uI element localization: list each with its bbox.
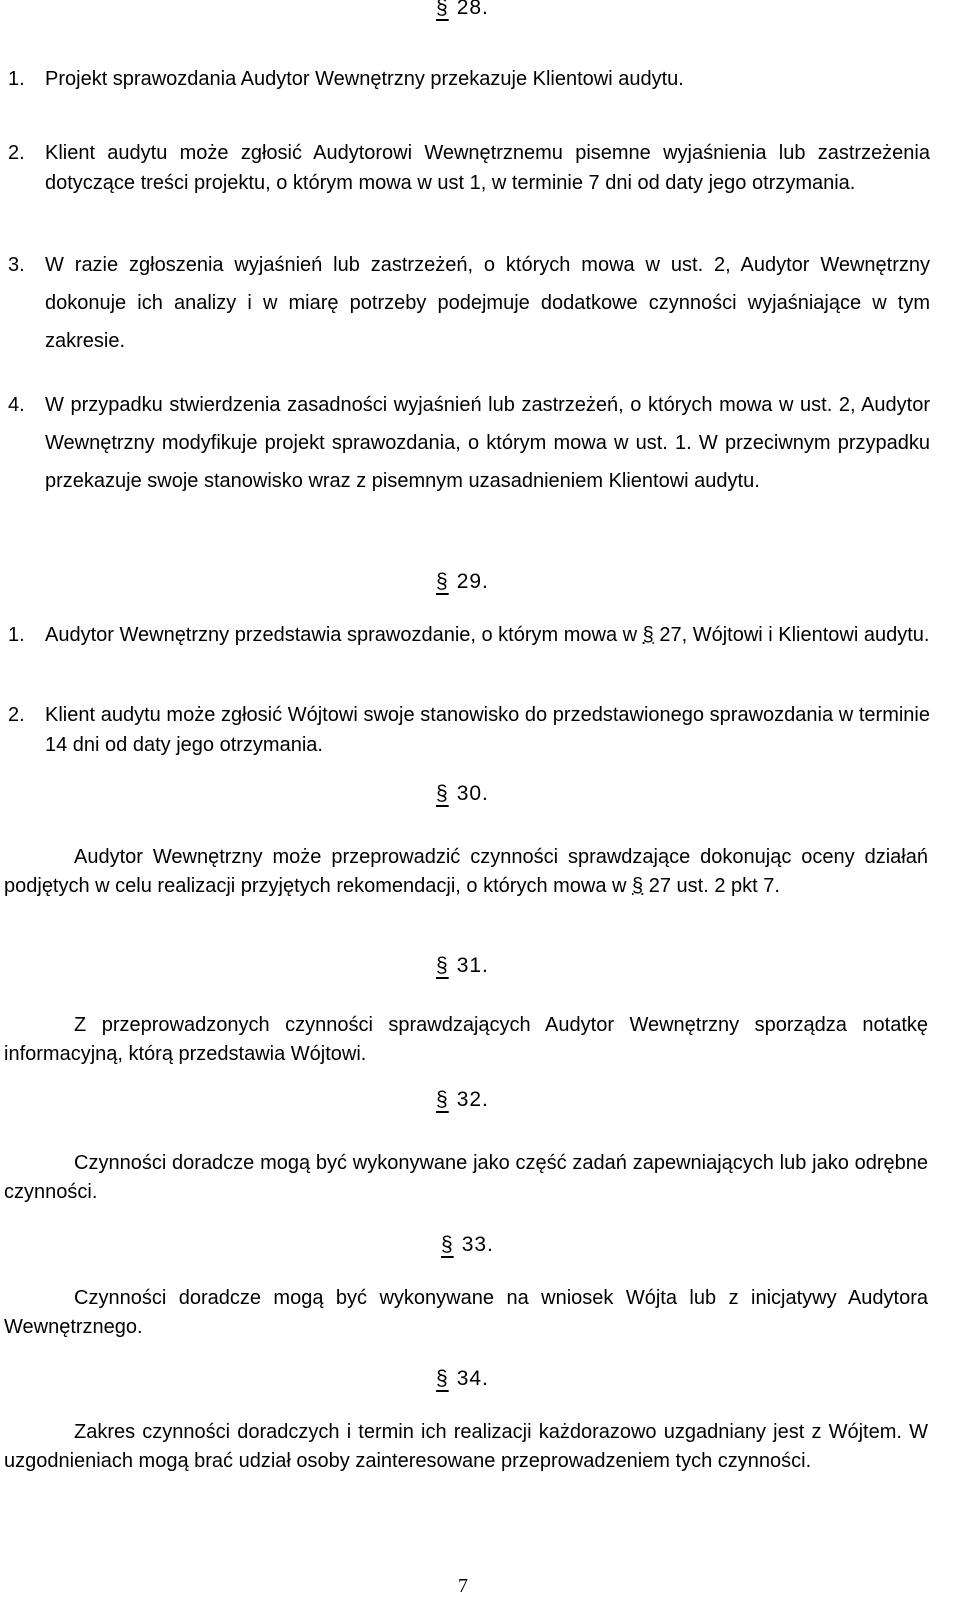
item-text: W razie zgłoszenia wyjaśnień lub zastrzeżeń, o których mowa w ust. 2, Audytor Wewnętrzny dokonuje ich analizy i w miarę potrzeby podejmuje dodatkowe czynności wyjaśniające w tym zakresie. — [45, 254, 930, 352]
list-item — [8, 64, 930, 94]
section-heading-30 — [436, 782, 489, 806]
item-number: 2. — [8, 704, 25, 726]
section-symbol: § — [436, 954, 449, 977]
list-item — [8, 138, 930, 198]
item-text: Audytor Wewnętrzny przedstawia sprawozdanie, o którym mowa w § 27, Wójtowi i Klientowi audytu. — [45, 624, 930, 646]
section-heading-28 — [436, 0, 489, 20]
section-symbol: § — [436, 0, 449, 19]
item-number: 1. — [8, 68, 25, 90]
section-symbol: § — [441, 1233, 454, 1256]
paragraph: Czynności doradcze mogą być wykonywane na wniosek Wójta lub z inicjatywy Audytora Wewnętrznego. — [4, 1287, 928, 1338]
item-number: 1. — [8, 624, 25, 646]
section-number: 32. — [456, 1088, 489, 1111]
section-number: 34. — [456, 1367, 489, 1390]
paragraph: Z przeprowadzonych czynności sprawdzających Audytor Wewnętrzny sporządza notatkę informacyjną, którą przedstawia Wójtowi. — [4, 1014, 928, 1065]
item-text: W przypadku stwierdzenia zasadności wyjaśnień lub zastrzeżeń, o których mowa w ust. 2, Audytor Wewnętrzny modyfikuje projekt sprawozdania, o którym mowa w ust. 1. W przeciwnym przypadku przekazuje swoje stanowisko wraz z pisemnym uzasadnieniem Klientowi audytu. — [45, 394, 930, 492]
item-text: Klient audytu może zgłosić Audytorowi Wewnętrznemu pisemne wyjaśnienia lub zastrzeżenia dotyczące treści projektu, o którym mowa w ust 1, w terminie 7 dni od daty jego otrzymania. — [45, 142, 930, 194]
paragraph: Zakres czynności doradczych i termin ich realizacji każdorazowo uzgadniany jest z Wójtem. W uzgodnieniach mogą brać udział osoby zainteresowane przeprowadzeniem tych czynności. — [4, 1421, 928, 1472]
section-symbol: § — [436, 1088, 449, 1111]
section-number: 31. — [456, 954, 489, 977]
section-symbol: § — [632, 875, 644, 897]
section-number: 30. — [456, 782, 489, 805]
section-heading-34 — [436, 1367, 489, 1391]
item-number: 3. — [8, 254, 25, 276]
item-number: 2. — [8, 142, 25, 164]
page-number: 7 — [458, 1575, 468, 1597]
list-item — [8, 386, 930, 500]
section-heading-31 — [436, 954, 489, 978]
item-text: Klient audytu może zgłosić Wójtowi swoje stanowisko do przedstawionego sprawozdania w terminie 14 dni od daty jego otrzymania. — [45, 704, 930, 756]
section-number: 28. — [456, 0, 489, 19]
paragraph: Audytor Wewnętrzny może przeprowadzić czynności sprawdzające dokonując oceny działań podjętych w celu realizacji przyjętych rekomendacji, o których mowa w § 27 ust. 2 pkt 7. — [4, 846, 928, 897]
section-heading-33 — [441, 1233, 494, 1257]
list-item — [8, 700, 930, 760]
list-item — [8, 246, 930, 360]
list-item — [8, 620, 930, 650]
section-symbol: § — [436, 570, 449, 593]
section-number: 29. — [456, 570, 489, 593]
section-symbol: § — [642, 624, 654, 646]
item-text: Projekt sprawozdania Audytor Wewnętrzny przekazuje Klientowi audytu. — [45, 68, 684, 90]
item-number: 4. — [8, 394, 25, 416]
paragraph: Czynności doradcze mogą być wykonywane jako część zadań zapewniających lub jako odrębne czynności. — [4, 1152, 928, 1203]
section-heading-29 — [436, 570, 489, 594]
section-symbol: § — [436, 782, 449, 805]
section-number: 33. — [461, 1233, 494, 1256]
section-symbol: § — [436, 1367, 449, 1390]
section-heading-32 — [436, 1088, 489, 1112]
